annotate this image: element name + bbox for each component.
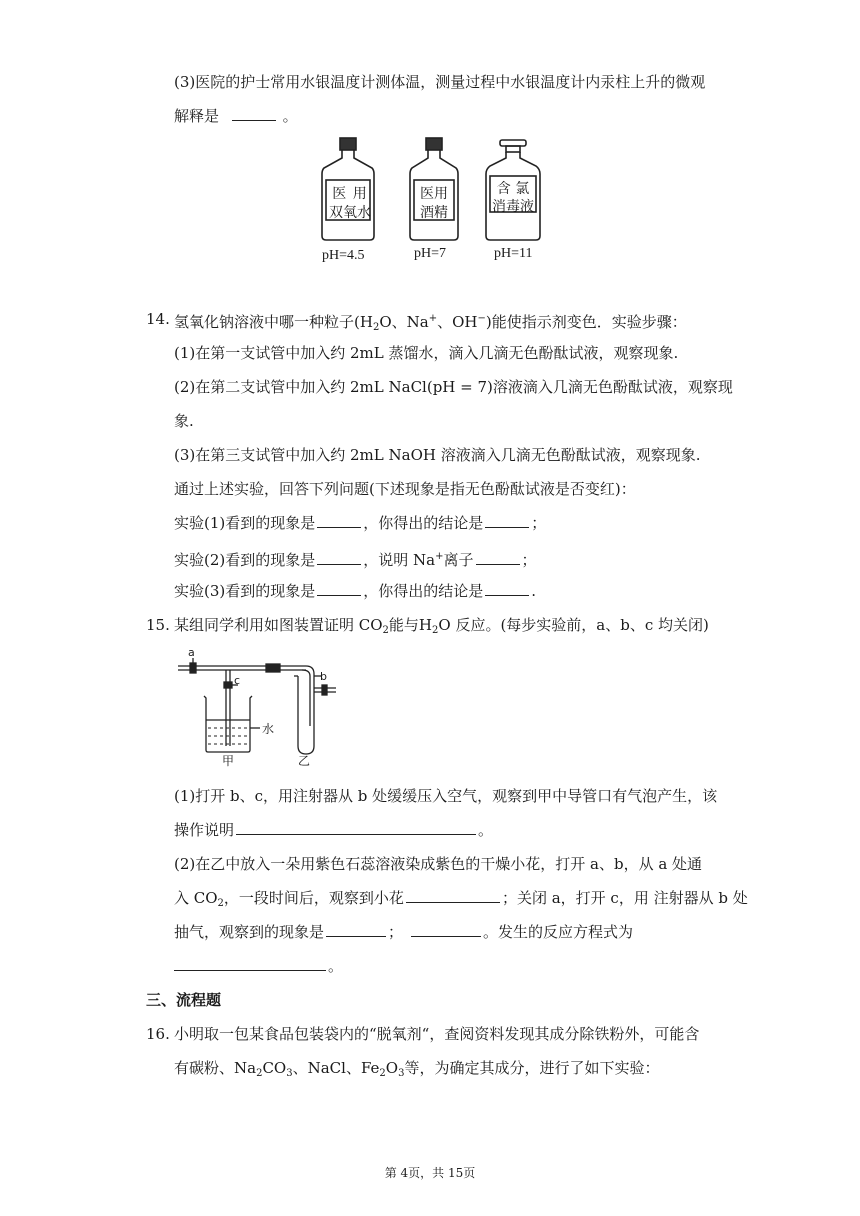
answer-blank	[317, 550, 361, 565]
bottle2-label-line1: 医用	[420, 186, 448, 202]
q16-line2-e: 等，为确定其成分，进行了如下实验：	[404, 1059, 660, 1077]
q14-a3-a: 实验(3)看到的现象是	[174, 582, 316, 600]
q14-answer1	[174, 513, 546, 533]
q14-a3-b: ，你得出的结论是	[363, 582, 484, 600]
q15-stem-b: 能与H	[388, 616, 433, 634]
bottle3-label-line2: 消毒液	[492, 199, 534, 215]
q14-stem-a: 氢氧化钠溶液中哪一种粒子(H	[174, 313, 373, 331]
section-title: 三、流程题	[146, 991, 222, 1009]
q14-a2-c: 离子	[443, 551, 474, 569]
q15-p2b-a: 入 CO	[174, 889, 218, 907]
q14-step1: (1)在第一支试管中加入约 2mL 蒸馏水，滴入几滴无色酚酞试液，观察现象.	[174, 344, 679, 362]
q15-p1c-text: 。	[478, 821, 494, 839]
q15-number: 15.	[146, 616, 170, 634]
q14-stem-c: 、OH	[437, 313, 478, 331]
q15-p2a: (2)在乙中放入一朵用紫色石蕊溶液染成紫色的干燥小花，打开 a、b，从 a 处通	[174, 855, 703, 873]
q15-p2d	[174, 956, 343, 976]
answer-blank	[485, 513, 529, 528]
answer-blank	[317, 581, 361, 596]
q14-step2a: (2)在第二支试管中加入约 2mL NaCl(pH = 7)溶液滴入几滴无色酚酞试液，观察现	[174, 378, 733, 396]
answer-blank	[232, 106, 276, 121]
q14-answer2: 实验(2)看到的现象是 ，说明 Na+离子 ；	[174, 551, 537, 569]
q16-line1: 小明取一包某食品包装袋内的“脱氧剂“，查阅资料发现其成分除铁粉外，可能含	[174, 1025, 700, 1043]
label-a: a	[188, 646, 195, 659]
answer-blank	[411, 922, 481, 937]
q15-p2c-c: 。发生的反应方程式为	[483, 923, 634, 941]
q15-p1b	[174, 820, 493, 840]
q14-a2-d: ；	[521, 551, 537, 569]
q16-line2-b: CO	[262, 1059, 287, 1077]
label-yi: 乙	[298, 754, 311, 768]
q16-line2-c: 、NaCl、Fe	[292, 1059, 380, 1077]
label-water: 水	[262, 722, 275, 736]
bottles-figure	[310, 136, 560, 266]
bottle3-ph: pH=11	[494, 246, 533, 261]
q14-stem-d: )能使指示剂变色．实验步骤：	[485, 313, 687, 331]
q16-line2-d: O	[385, 1059, 399, 1077]
label-jia: 甲	[222, 754, 235, 768]
q15-p2d-text: 。	[328, 957, 344, 975]
bottle1-label-line2: 双氧水	[329, 205, 371, 221]
bottle1-label-line1: 医 用	[332, 186, 368, 202]
page-footer: 第 4页，共 15页	[384, 1166, 476, 1180]
q15-p2b: 入 $CO_2$，一段时间后，观察到小花 ；关闭 a，打开 c，用 注射器从 b 处	[174, 889, 748, 909]
q13-3-line2-text: 解释是	[174, 107, 220, 125]
answer-blank	[406, 888, 500, 903]
answer-blank	[174, 956, 326, 971]
q13-3-line2	[174, 106, 298, 126]
q15-p1b-text: 操作说明	[174, 821, 235, 839]
bottle3-label-line1: 含 氯	[496, 181, 530, 197]
q14-a2-a: 实验(2)看到的现象是	[174, 551, 316, 569]
label-c: c	[234, 674, 241, 687]
bottle2-label-line2: 酒精	[420, 205, 448, 221]
q14-a1-c: ；	[531, 514, 547, 532]
q14-step2b: 象.	[174, 412, 194, 430]
apparatus-diagram	[176, 646, 356, 768]
label-b: b	[320, 670, 327, 683]
q14-number: 14.	[146, 310, 170, 328]
q14-a1-b: ，你得出的结论是	[363, 514, 484, 532]
q13-3-line2-end: 。	[282, 107, 298, 125]
q14-stem: 氢氧化钠溶液中哪一种粒子($H_2O$、Na+、OH−)能使指示剂变色．实验步骤：	[174, 313, 687, 333]
answer-blank	[485, 581, 529, 596]
q14-step3: (3)在第三支试管中加入约 2mL NaOH 溶液滴入几滴无色酚酞试液，观察现象.	[174, 446, 701, 464]
answer-blank	[317, 513, 361, 528]
q15-p2c-b: ；	[388, 923, 404, 941]
q13-3-line1: (3)医院的护士常用水银温度计测体温，测量过程中水银温度计内汞柱上升的微观	[174, 73, 706, 91]
q14-a3-c: .	[531, 582, 537, 600]
q14-intro: 通过上述实验，回答下列问题(下述现象是指无色酚酞试液是否变红)：	[174, 480, 636, 498]
q14-answer3	[174, 581, 536, 601]
answer-blank	[326, 922, 386, 937]
bottle2-ph: pH=7	[414, 246, 447, 261]
answer-blank	[476, 550, 520, 565]
q15-p2c	[174, 922, 633, 942]
q15-p1a: (1)打开 b、c，用注射器从 b 处缓缓压入空气，观察到甲中导管口有气泡产生，该	[174, 787, 718, 805]
apparatus-figure	[176, 646, 356, 768]
q15-stem-a: 某组同学利用如图装置证明 CO	[174, 616, 383, 634]
bottle1-ph: pH=4.5	[322, 248, 365, 263]
q16-line2-a: 有碳粉、Na	[174, 1059, 257, 1077]
q14-stem-b: O、Na	[379, 313, 429, 331]
q14-a2-b: ，说明 Na	[363, 551, 436, 569]
q16-line2: 有碳粉、$Na_2CO_3$、NaCl、$Fe_2O_3$等，为确定其成分，进行了如下实验：	[174, 1059, 660, 1079]
q14-a1-a: 实验(1)看到的现象是	[174, 514, 316, 532]
q15-stem: 某组同学利用如图装置证明 $CO_2$能与$H_2O$ 反应。(每步实验前，a、b、c 均关闭)	[174, 616, 709, 636]
q15-stem-c: O 反应。(每步实验前，a、b、c 均关闭)	[438, 616, 709, 634]
q15-p2b-b: ，一段时间后，观察到小花	[223, 889, 404, 907]
q15-p2b-c: ；关闭 a，打开 c，用 注射器从 b 处	[501, 889, 748, 907]
q16-number: 16.	[146, 1025, 170, 1043]
answer-blank	[236, 820, 476, 835]
q15-p2c-a: 抽气，观察到的现象是	[174, 923, 325, 941]
